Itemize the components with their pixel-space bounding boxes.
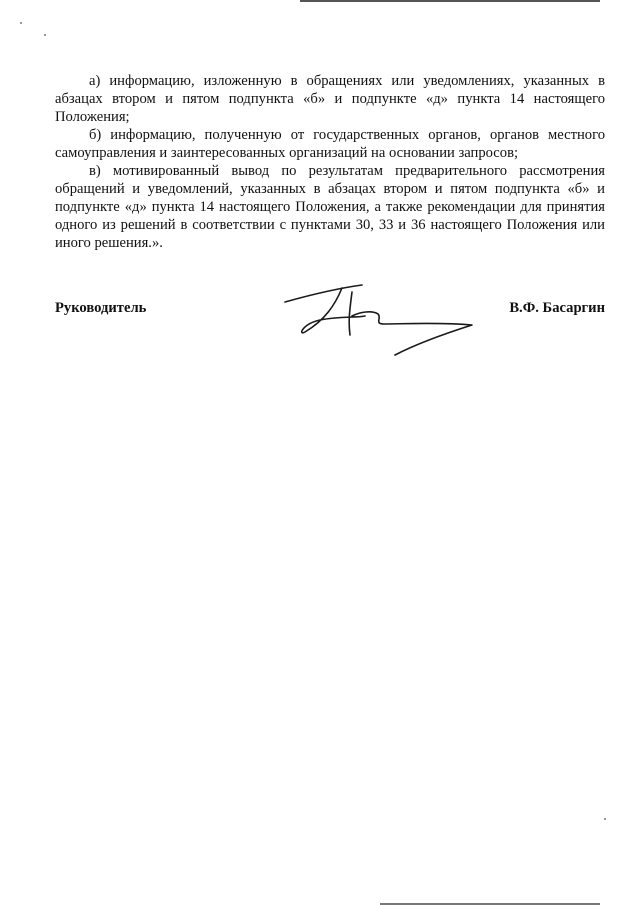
signer-name: В.Ф. Басаргин (509, 300, 605, 316)
scan-speck (604, 818, 606, 820)
signer-position: Руководитель (55, 300, 147, 316)
scan-edge-line-top (300, 0, 600, 2)
paragraph-a: а) информацию, изложенную в обращениях или уведомлениях, указанных в абзацах втором и пятом подпункта «б» и подпункте «д» пункта 14 настоящего Положения; (55, 73, 605, 125)
paragraph-c: в) мотивированный вывод по результатам предварительного рассмотрения обращений и уведомлений, указанных в абзацах втором и пятом подпункта «б» и подпункте «д» пункта 14 настоящего Положения, а также рекомендации для принятия одного из решений в соответствии с пунктами 30, 33 и 36 настоящего Положения или иного решения.». (55, 163, 605, 251)
scan-speck (44, 34, 46, 36)
paragraph-b: б) информацию, полученную от государственных органов, органов местного самоуправления и заинтересованных организаций на основании запросов; (55, 127, 605, 161)
handwritten-signature (280, 280, 480, 365)
scan-speck (20, 22, 22, 24)
document-body (55, 72, 605, 252)
signature-block (55, 280, 605, 370)
